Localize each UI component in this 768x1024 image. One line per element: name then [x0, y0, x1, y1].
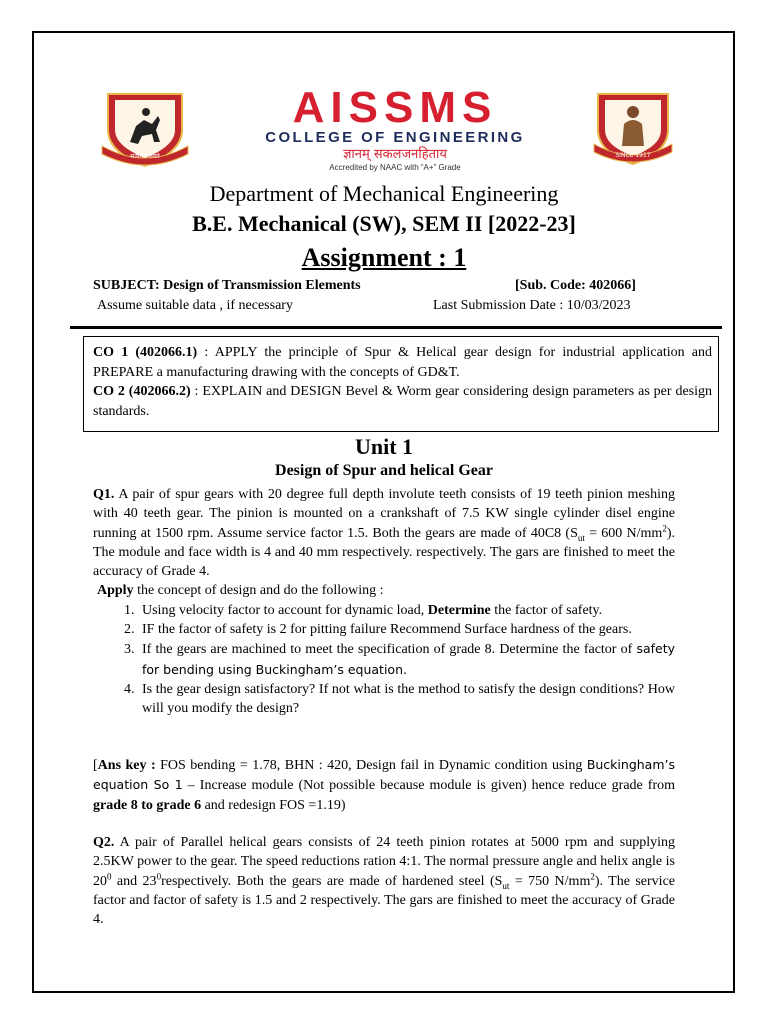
logo-college-name: COLLEGE OF ENGINEERING — [265, 129, 525, 146]
college-logo — [245, 83, 545, 173]
left-crest-motto: सत्यमेव जयते — [130, 153, 160, 160]
item-text: safety for bending using Buckingham’s equation. — [142, 641, 675, 677]
q2-text: A pair of Parallel helical gears consists of 24 teeth pinion rotates at 5000 rpm and supplying 2.5KW power to the gear. The speed reductions ration 4:1. The normal pressure angle and helix angle is 20 — [93, 835, 675, 889]
q2-label: Q2. — [93, 835, 115, 850]
department-title: Department of Mechanical Engineering — [209, 181, 559, 206]
list-item — [138, 620, 675, 639]
q1-apply-line — [93, 581, 675, 600]
q1-statement — [93, 485, 675, 581]
q2-sup: 0 — [156, 870, 162, 881]
logo-accreditation: Accredited by NAAC with “A+” Grade — [329, 163, 461, 172]
co2-text: : EXPLAIN and DESIGN Bevel & Worm gear considering design parameters as per design standards. — [93, 384, 712, 419]
co1 — [93, 343, 712, 382]
list-item — [138, 680, 675, 719]
anskey-text: FOS bending = 1.78, BHN : 420, Design fail in Dynamic condition using — [155, 758, 587, 773]
anskey-bold: grade 8 to grade 6 — [93, 797, 202, 813]
unit-title: Unit 1 — [354, 434, 414, 459]
anskey-bracket: [ — [93, 758, 98, 773]
assume-note: Assume suitable data , if necessary — [97, 298, 293, 313]
list-item — [138, 601, 675, 620]
co1-text: : APPLY the principle of Spur & Helical gear design for industrial application and PREPARE a manufacturing drawing with the concepts of GD&T. — [93, 345, 712, 380]
q2-text: and 23 — [111, 873, 157, 889]
list-item — [138, 639, 675, 680]
subject-value: Design of Transmission Elements — [159, 278, 361, 293]
q1-subquestions — [93, 601, 675, 719]
q2-text: respectively. Both the gears are made of hardened steel (S — [161, 873, 503, 889]
logo-motto: ज्ञानम् सकलजनहिताय — [343, 147, 447, 162]
item-text: If the gears are machined to meet the specification of grade 8. Determine the factor of — [142, 642, 637, 658]
subject-code: [Sub. Code: 402066] — [515, 278, 636, 293]
anskey-text: – Increase module (Not possible because module is given) hence reduce grade from — [182, 778, 676, 794]
course-outcomes-box — [83, 336, 719, 432]
item-text: IF the factor of safety is 2 for pitting failure Recommend Surface hardness of the gears. — [142, 622, 632, 638]
right-crest-motto: SINCE 1917 — [615, 152, 651, 159]
q2-sup: 0 — [107, 870, 112, 881]
apply-text: the concept of design and do the following : — [133, 583, 384, 599]
last-submission-date: Last Submission Date : 10/03/2023 — [433, 298, 631, 313]
q2-sup: 2 — [590, 870, 595, 881]
co1-label: CO 1 (402066.1) — [93, 345, 198, 360]
item-text: the factor of safety. — [490, 602, 603, 618]
course-title: B.E. Mechanical (SW), SEM II [2022-23] — [192, 211, 576, 236]
item-text: Using velocity factor to account for dynamic load, — [142, 602, 428, 618]
question-1 — [93, 485, 675, 719]
anskey-label: Ans key : — [97, 758, 156, 773]
q1-sub: ut — [577, 532, 585, 543]
q1-text: = 600 N/mm — [584, 525, 663, 541]
header-divider — [70, 326, 722, 329]
q1-label: Q1. — [93, 487, 115, 502]
co2 — [93, 382, 712, 421]
q1-sup: 2 — [662, 522, 667, 533]
anskey-text: Buckingham’s equation So 1 — [93, 757, 675, 793]
item-bold: Determine — [427, 602, 491, 618]
q1-text: A pair of spur gears with 20 degree full depth involute teeth consists of 19 teeth pinion meshing with 40 teeth gear. The pinion is mounted on a crankshaft of 7.5 KW single cylinder disel engine running at 1500 rpm. Assume service factor 1.5. Both the gears are made of 40C8 (S — [93, 487, 675, 541]
right-crest-logo — [592, 90, 674, 168]
q2-text: ). The service factor and factor of safety is 1.5 and 2 respectively. The gars are finished to meet the accuracy of Grade 4. — [93, 873, 675, 928]
anskey-text: and redesign FOS =1.19) — [201, 797, 346, 813]
assignment-title: Assignment : 1 — [301, 243, 467, 272]
answer-key — [93, 755, 675, 815]
q2-text: = 750 N/mm — [509, 873, 591, 889]
left-crest-logo — [100, 90, 190, 170]
item-text: Is the gear design satisfactory? If not what is the method to satisfy the design conditions? How will you modify the design? — [142, 681, 675, 717]
subject-line — [93, 278, 361, 294]
logo-wordmark: AISSMS — [292, 83, 498, 132]
subject-label: SUBJECT: — [93, 278, 160, 293]
unit-subtitle: Design of Spur and helical Gear — [275, 462, 493, 479]
q1-text: ). The module and face width is 4 and 40 mm respectively. respectively. The gars are finished to meet the accuracy of Grade 4. — [93, 525, 675, 580]
co2-label: CO 2 (402066.2) — [93, 384, 191, 399]
q2-sub: ut — [502, 880, 510, 891]
question-2 — [93, 833, 675, 929]
apply-label: Apply — [97, 583, 134, 599]
